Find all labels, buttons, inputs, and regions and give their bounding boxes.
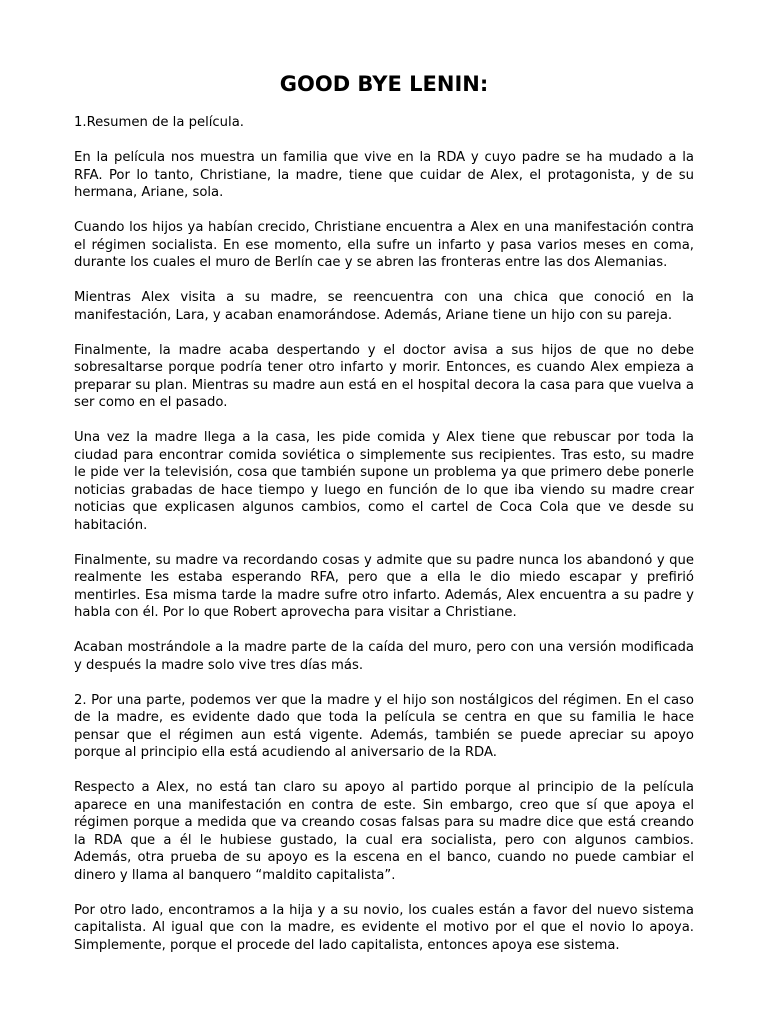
paragraph-nostalgia-mother: 2. Por una parte, podemos ver que la madre y el hijo son nostálgicos del régimen. En el caso de la madre, es evidente dado que toda la película se centra en que su familia le hace pensar que el régimen aun está vigente. Además, también se puede apreciar su apoyo porque al principio ella está acudiendo al aniversario de la RDA. — [74, 692, 694, 760]
paragraph-daughter-capitalism: Por otro lado, encontramos a la hija y a su novio, los cuales están a favor del nuevo sistema capitalista. Al igual que con la madre, es evidente el motivo por el que el novio lo apoya. Simplemente, porque el procede del lado capitalista, entonces apoya ese sistema. — [74, 902, 694, 953]
paragraph-lara: Mientras Alex visita a su madre, se reencuentra con una chica que conoció en la manifestación, Lara, y acaban enamorándose. Además, Ariane tiene un hijo con su pareja. — [74, 290, 694, 323]
document-title: GOOD BYE LENIN: — [279, 72, 489, 96]
paragraph-ending: Acaban mostrándole a la madre parte de la caída del muro, pero con una versión modificada y después la madre solo vive tres días más. — [74, 640, 694, 673]
section-heading-summary: 1.Resumen de la película. — [74, 115, 244, 130]
document-body — [74, 114, 694, 972]
paragraph-alex-support: Respecto a Alex, no está tan claro su apoyo al partido porque al principio de la película aparece en una manifestación en contra de este. Sin embargo, creo que sí que apoya el régimen porque a medida que va creando cosas falsas para su madre dice que está creando la RDA que a él le hubiese gustado, la cual era socialista, pero con algunos cambios. Además, otra prueba de su apoyo es la escena en el banco, cuando no puede cambiar el dinero y llama al banquero “maldito capitalista”. — [74, 780, 694, 883]
paragraph-food-and-tv: Una vez la madre llega a la casa, les pide comida y Alex tiene que rebuscar por toda la ciudad para encontrar comida soviética o simplemente sus recipientes. Tras esto, su madre le pide ver la televisión, cosa que también supone un problema ya que primero debe ponerle noticias grabadas de hace tiempo y luego en función de lo que iba viendo su madre crear noticias que explicasen algunos cambios, como el cartel de Coca Cola que ve desde su habitación. — [74, 430, 694, 533]
paragraph-awakening: Finalmente, la madre acaba despertando y el doctor avisa a sus hijos de que no debe sobresaltarse porque podría tener otro infarto y morir. Entonces, es cuando Alex empieza a preparar su plan. Mientras su madre aun está en el hospital decora la casa para que vuelva a ser como en el pasado. — [74, 342, 694, 410]
paragraph-father-truth: Finalmente, su madre va recordando cosas y admite que su padre nunca los abandonó y que realmente les estaba esperando RFA, pero que a ella le dio miedo escapar y prefirió mentirles. Esa misma tarde la madre sufre otro infarto. Además, Alex encuentra a su padre y habla con él. Por lo que Robert aprovecha para visitar a Christiane. — [74, 552, 694, 620]
paragraph-heart-attack: Cuando los hijos ya habían crecido, Christiane encuentra a Alex en una manifestación contra el régimen socialista. En ese momento, ella sufre un infarto y pasa varios meses en coma, durante los cuales el muro de Berlín cae y se abren las fronteras entre las dos Alemanias. — [74, 220, 694, 270]
paragraph-family-intro: En la película nos muestra un familia que vive en la RDA y cuyo padre se ha mudado a la RFA. Por lo tanto, Christiane, la madre, tiene que cuidar de Alex, el protagonista, y de su hermana, Ariane, sola. — [74, 150, 694, 200]
